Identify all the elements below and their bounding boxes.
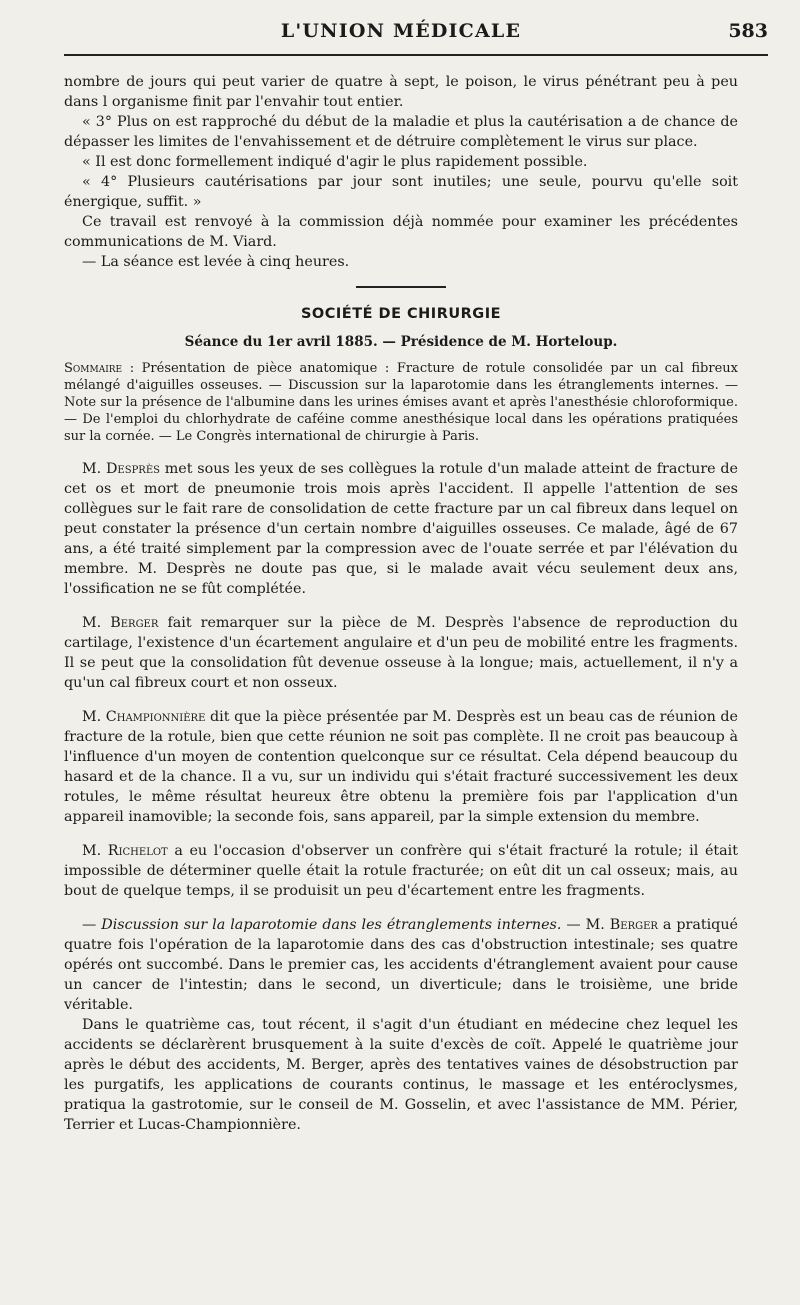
paragraph-text: fait remarquer sur la pièce de M. Desprès l'absence de reproduction du cartilage, l'existence d'un écartement angulaire et d'un peu de mobilité entre les fragments. Il se peut que la consolidation fût devenue osseuse à la longue; mais, actuellement, il n'y a qu'un cal fibreux court et non osseux.: [64, 615, 738, 691]
running-head: [64, 0, 768, 58]
speaker-name: M. Richelot: [82, 843, 168, 859]
header-rule: [64, 54, 768, 56]
session-line: Séance du 1er avril 1885. — Présidence de M. Horteloup.: [184, 334, 618, 350]
paragraph-championniere: [64, 707, 738, 827]
intro-paragraph: « 3° Plus on est rapproché du début de la maladie et plus la cautérisation a de chance de dépasser les limites de l'envahissement et de détruire complètement le virus sur place.: [64, 114, 738, 150]
section-title: SOCIÉTÉ DE CHIRURGIE: [300, 306, 502, 322]
intro-paragraph: « 4° Plusieurs cautérisations par jour sont inutiles; une seule, pourvu qu'elle soit énergique, suffit. »: [64, 174, 738, 210]
summary-label: Sommaire: [64, 361, 123, 376]
paragraph-text: dit que la pièce présentée par M. Desprès est un beau cas de réunion de fracture de la rotule, bien que cette réunion ne soit pas complète. Il ne croit pas beaucoup à l'influence d'un moyen de contention quelconque sur ce résultat. Cela dépend beaucoup du hasard et de la chance. Il a vu, sur un individu qui s'était fracturé successivement les deux rotules, le même résultat heureux être obtenu la première fois par l'application d'un appareil inamovible; la seconde fois, sans appareil, par la simple extension du membre.: [64, 709, 739, 825]
paragraph-berger: [64, 613, 738, 693]
intro-paragraph: nombre de jours qui peut varier de quatre à sept, le poison, le virus pénétrant peu à peu dans l organisme finit par l'envahir tout entier.: [64, 74, 738, 110]
article-body: [64, 72, 738, 1135]
speaker-name: M. Desprès: [82, 461, 160, 477]
journal-title: L'UNION MÉDICALE: [280, 20, 522, 42]
intro-paragraph: « Il est donc formellement indiqué d'agir le plus rapidement possible.: [82, 154, 588, 170]
discussion-lead: —: [82, 917, 102, 933]
paragraph-text: met sous les yeux de ses collègues la rotule d'un malade atteint de fracture de cet os et mort de pneumonie trois mois après l'accident. Il appelle l'attention de ses collègues sur le fait rare de consolidation de cette fracture par un cal fibreux dans lequel on peut constater la présence d'un certain nombre d'aiguilles osseuses. Ce malade, âgé de 67 ans, a été traité simplement par la compression avec de l'ouate serrée et par l'élévation du membre. M. Desprès ne doute pas que, si le malade avait vécu seulement deux ans, l'ossification ne se fût complétée.: [64, 461, 739, 597]
paragraph-text: a eu l'occasion d'observer un confrère qui s'était fracturé la rotule; il était impossible de déterminer quelle était la rotule fracturée; on eût dit un cal osseux; mais, au bout de quelque temps, il se produisit un peu d'écartement entre les fragments.: [64, 843, 738, 899]
intro-paragraph: Ce travail est renvoyé à la commission déjà nommée pour examiner les précédentes communications de M. Viard.: [64, 214, 738, 250]
summary: [64, 360, 738, 445]
adjournment-line: — La séance est levée à cinq heures.: [82, 254, 350, 270]
paragraph-discussion: [64, 915, 738, 1015]
section-separator: [356, 286, 446, 288]
paragraph-fourth-case: Dans le quatrième cas, tout récent, il s'agit d'un étudiant en médecine chez lequel les accidents se déclarèrent brusquement à la suite d'excès de coït. Appelé le quatrième jour après le début des accidents, M. Berger, après des tentatives vaines de désobstruction par les purgatifs, les applications de courants continus, le massage et les entéroclysmes, pratiqua la gastrotomie, sur le conseil de M. Gosselin, et avec l'assistance de MM. Périer, Terrier et Lucas-Championnière.: [64, 1017, 738, 1133]
speaker-name: M. Berger: [585, 917, 658, 933]
summary-text: : Présentation de pièce anatomique : Fracture de rotule consolidée par un cal fibreux mélangé d'aiguilles osseuses. — Discussion sur la laparotomie dans les étranglements internes. — Note sur la présence de l'albumine dans les urines émises avant et après l'anesthésie chloroformique. — De l'emploi du chlorhydrate de caféine comme anesthésique local dans les opérations pratiquées sur la cornée. — Le Congrès international de chirurgie à Paris.: [64, 361, 738, 444]
paragraph-despres: [64, 459, 738, 599]
paragraph-richelot: [64, 841, 738, 901]
discussion-dash: —: [561, 917, 586, 933]
discussion-title: Discussion sur la laparotomie dans les étranglements internes.: [101, 917, 562, 933]
speaker-name: M. Championnière: [82, 709, 206, 725]
paragraph-text: a pratiqué quatre fois l'opération de la laparotomie dans des cas d'obstruction intestinale; ses quatre opérés ont succombé. Dans le premier cas, les accidents d'étranglement avaient pour cause un cancer de l'intestin; dans le second, un diverticule; dans le troisième, une bride véritable.: [64, 917, 738, 1013]
speaker-name: M. Berger: [82, 615, 159, 631]
page-number: 583: [728, 20, 768, 42]
